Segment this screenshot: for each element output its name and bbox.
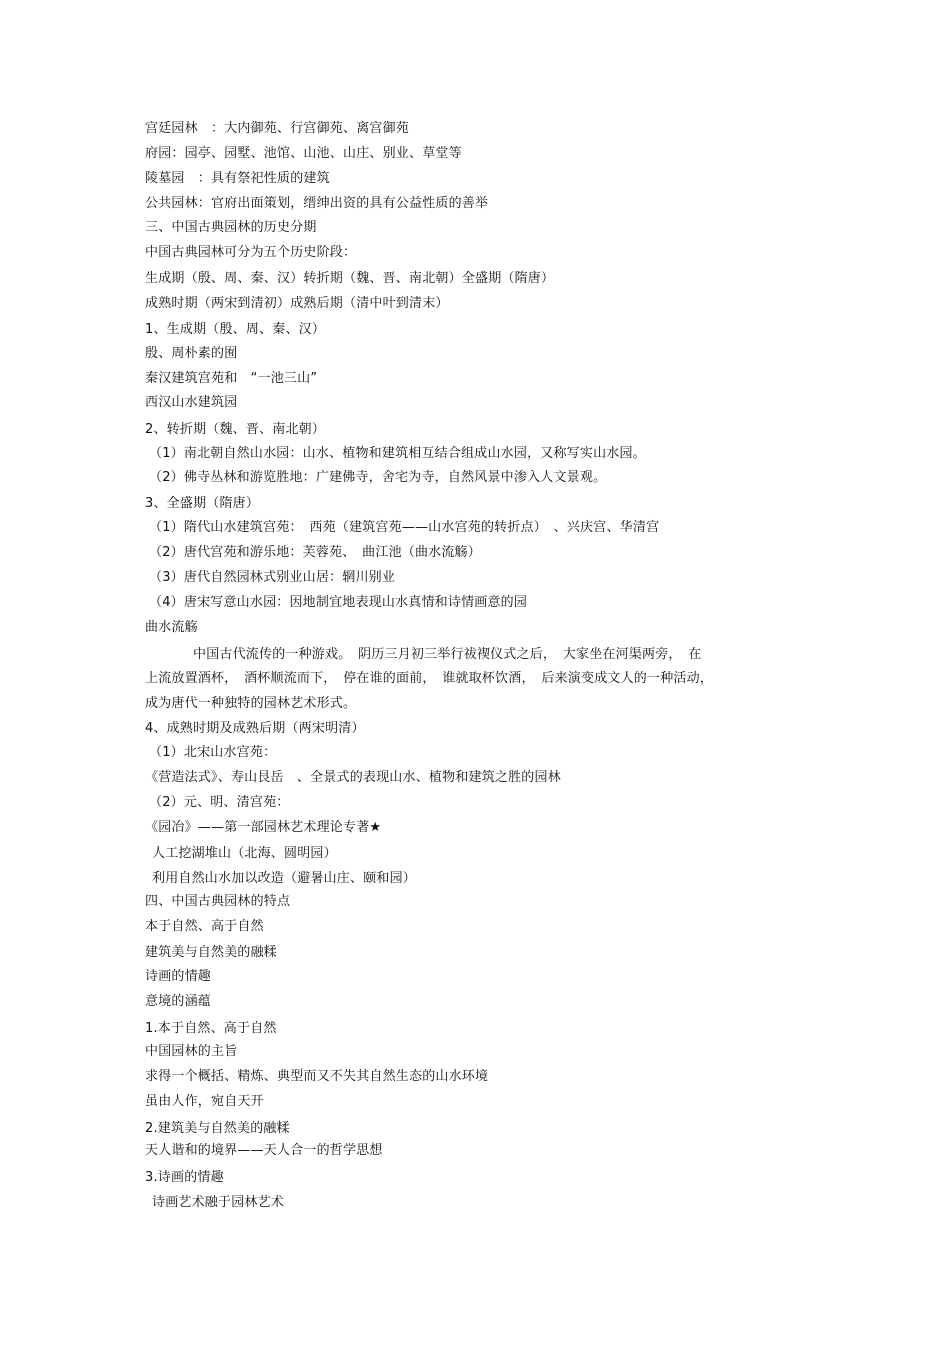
section-heading: 四、中国古典园林的特点 bbox=[145, 894, 291, 909]
text-line: 《园冶》——第一部园林艺术理论专著★ bbox=[145, 820, 382, 835]
text-line: 诗画的情趣 bbox=[145, 969, 212, 984]
text-line: 秦汉建筑宫苑和 “一池三山” bbox=[145, 371, 318, 386]
text-line: 建筑美与自然美的融糅 bbox=[145, 945, 278, 960]
text-line: 生成期（殷、周、秦、汉）转折期（魏、晋、南北朝）全盛期（隋唐） bbox=[145, 271, 555, 286]
text-line: 利用自然山水加以改造（避暑山庄、颐和园） bbox=[152, 871, 417, 886]
text-line: 殷、周朴素的囿 bbox=[145, 346, 238, 361]
list-item: （1）南北朝自然山水园：山水、植物和建筑相互结合组成山水园，又称写实山水园。 bbox=[149, 446, 646, 461]
list-item: （4）唐宋写意山水园：因地制宜地表现山水真情和诗情画意的园 bbox=[149, 595, 528, 610]
list-item: （2）唐代宫苑和游乐地：芙蓉苑、 曲江池（曲水流觞） bbox=[149, 545, 481, 560]
list-item: （1）北宋山水宫苑： bbox=[149, 745, 277, 760]
text-line: 求得一个概括、精炼、典型而又不失其自然生态的山水环境 bbox=[145, 1069, 489, 1084]
text-line: 陵墓园 ：具有祭祀性质的建筑 bbox=[145, 171, 330, 186]
list-item: （3）唐代自然园林式别业山居：辋川别业 bbox=[149, 570, 396, 585]
list-item: （1）隋代山水建筑宫苑： 西苑（建筑宫苑——山水宫苑的转折点） 、兴庆宫、华清宫 bbox=[149, 520, 660, 535]
subsection-heading: 1.本于自然、高于自然 bbox=[145, 1021, 277, 1036]
text-line: 宫廷园林 ：大内御苑、行宫御苑、离宫御苑 bbox=[145, 121, 410, 136]
text-line: 府园：园亭、园墅、池馆、山池、山庄、别业、草堂等 bbox=[145, 146, 462, 161]
text-line: 中国古典园林可分为五个历史阶段： bbox=[145, 245, 357, 260]
text-line: 成熟时期（两宋到清初）成熟后期（清中叶到清末） bbox=[145, 296, 449, 311]
text-line: 中国园林的主旨 bbox=[145, 1044, 238, 1059]
list-item: （2）佛寺丛林和游览胜地：广建佛寺，舍宅为寺，自然风景中渗入人文景观。 bbox=[149, 470, 607, 485]
text-line: 《营造法式》、寿山艮岳 、全景式的表现山水、植物和建筑之胜的园林 bbox=[145, 770, 561, 785]
text-line: 本于自然、高于自然 bbox=[145, 919, 264, 934]
text-line: 意境的涵蕴 bbox=[145, 994, 212, 1009]
subsection-heading: 1、生成期（殷、周、秦、汉） bbox=[145, 322, 326, 337]
text-line: 公共园林：官府出面策划，缙绅出资的具有公益性质的善举 bbox=[145, 196, 489, 211]
list-item: （2）元、明、清宫苑： bbox=[149, 795, 290, 810]
subsection-heading: 2、转折期（魏、晋、南北朝） bbox=[145, 422, 326, 437]
text-line: 西汉山水建筑园 bbox=[145, 395, 238, 410]
subsection-heading: 3.诗画的情趣 bbox=[145, 1170, 224, 1185]
text-line: 诗画艺术融于园林艺术 bbox=[152, 1195, 285, 1210]
text-line: 天人谐和的境界——天人合一的哲学思想 bbox=[145, 1143, 383, 1158]
paragraph-line: 成为唐代一种独特的园林艺术形式。 bbox=[145, 696, 357, 711]
text-line: 虽由人作，宛自天开 bbox=[145, 1094, 264, 1109]
paragraph-line: 中国古代流传的一种游戏。 阴历三月初三举行祓禊仪式之后， 大家坐在河渠两旁， 在 bbox=[193, 647, 702, 662]
paragraph-line: 上流放置酒杯， 酒杯顺流而下， 停在谁的面前， 谁就取杯饮酒， 后来演变成文人的一种活动， bbox=[145, 671, 714, 686]
term-heading: 曲水流觞 bbox=[145, 620, 198, 635]
section-heading: 三、中国古典园林的历史分期 bbox=[145, 220, 317, 235]
subsection-heading: 4、成熟时期及成熟后期（两宋明清） bbox=[145, 721, 365, 736]
subsection-heading: 3、全盛期（隋唐） bbox=[145, 496, 260, 511]
text-line: 人工挖湖堆山（北海、圆明园） bbox=[152, 846, 337, 861]
subsection-heading: 2.建筑美与自然美的融糅 bbox=[145, 1121, 290, 1136]
